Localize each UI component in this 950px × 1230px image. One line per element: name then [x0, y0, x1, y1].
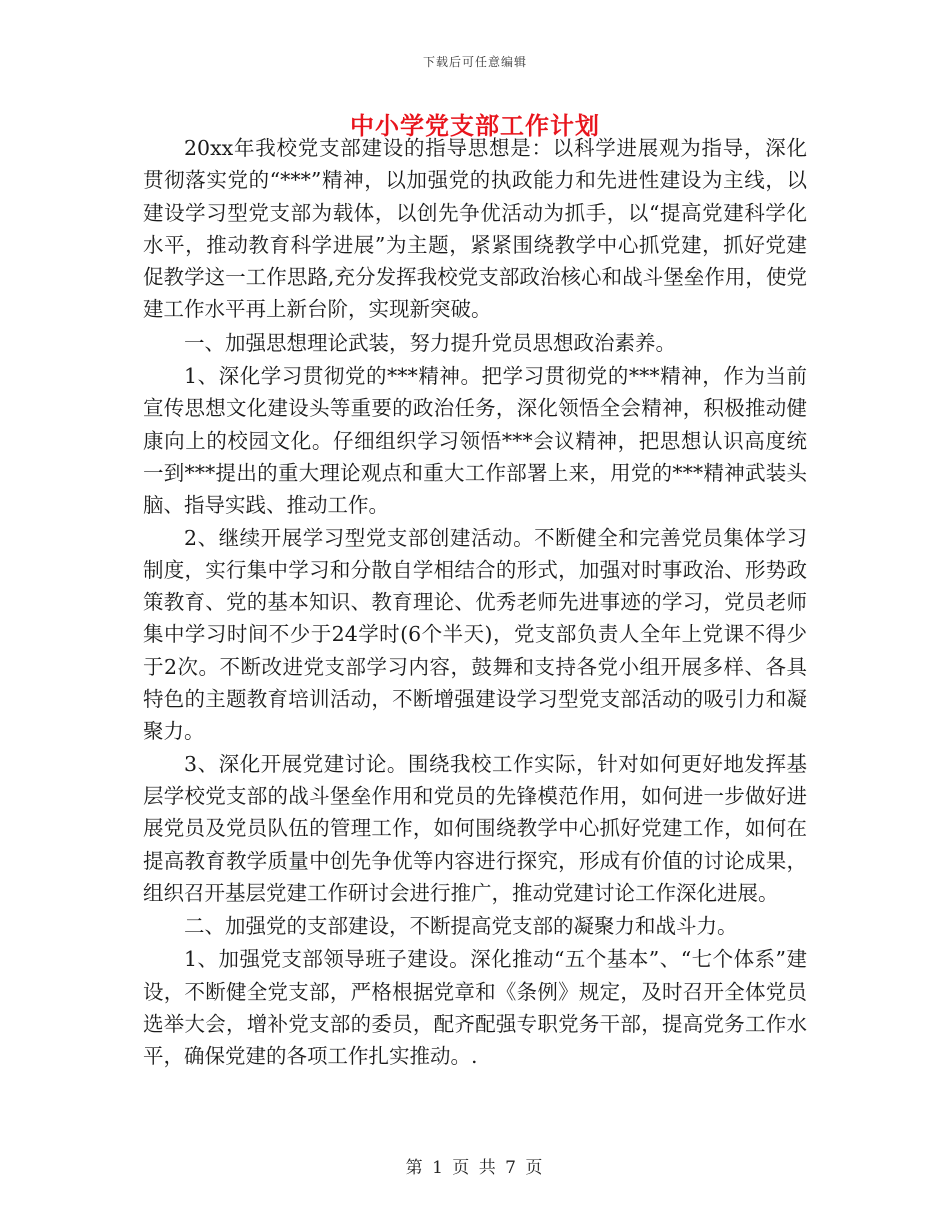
header-note: 下载后可任意编辑 [422, 55, 527, 69]
document-title: 中小学党支部工作计划 [350, 111, 600, 140]
section-heading-2: 二、加强党的支部建设，不断提高党支部的凝聚力和战斗力。 [184, 914, 738, 939]
paragraph-1-2: 2、继续开展学习型党支部创建活动。不断健全和完善党员集体学习制度，实行集中学习和分散自学相结合的形式，加强对时事政治、形势政策教育、党的基本知识、教育理论、优秀老师先进事迹的学习，党员老师集中学习时间不少于24学时(6个半天)，党支部负责人全年上党课不得少于2次。不断改进党支部学习内容，鼓舞和支持各党小组开展多样、各具特色的主题教育培训活动，不断增强建设学习型党支部活动的吸引力和凝聚力。 [143, 525, 807, 744]
paragraph-1-1: 1、深化学习贯彻党的***精神。把学习贯彻党的***精神，作为当前宣传思想文化建设头等重要的政治任务，深化领悟全会精神，积极推动健康向上的校园文化。仔细组织学习领悟***会议精神，把思想认识高度统一到***提出的重大理论观点和重大工作部署上来，用党的***精神武装头脑、指导实践、推动工作。 [143, 364, 807, 518]
page-footer: 第 1 页 共 7 页 [405, 1158, 545, 1178]
intro-paragraph: 20xx年我校党支部建设的指导思想是：以科学进展观为指导，深化贯彻落实党的“***”精神，以加强党的执政能力和先进性建设为主线，以建设学习型党支部为载体，以创先争优活动为抓手，以“提高党建科学化水平，推动教育科学进展”为主题，紧紧围绕教学中心抓党建，抓好党建促教学这一工作思路,充分发挥我校党支部政治核心和战斗堡垒作用，使党建工作水平再上新台阶，实现新突破。 [143, 136, 807, 322]
paragraph-2-1: 1、加强党支部领导班子建设。深化推动“五个基本”、“七个体系”建设，不断健全党支部，严格根据党章和《条例》规定，及时召开全体党员选举大会，增补党支部的委员，配齐配强专职党务干部，提高党务工作水平，确保党建的各项工作扎实推动。. [143, 947, 807, 1069]
paragraph-1-3: 3、深化开展党建讨论。围绕我校工作实际，针对如何更好地发挥基层学校党支部的战斗堡垒作用和党员的先锋模范作用，如何进一步做好进展党员及党员队伍的管理工作，如何围绕教学中心抓好党建工作，如何在提高教育教学质量中创先争优等内容进行探究，形成有价值的讨论成果，组织召开基层党建工作研讨会进行推广，推动党建讨论工作深化进展。 [143, 751, 807, 905]
document-body [143, 132, 807, 1073]
section-heading-1: 一、加强思想理论武装，努力提升党员思想政治素养。 [184, 330, 676, 355]
